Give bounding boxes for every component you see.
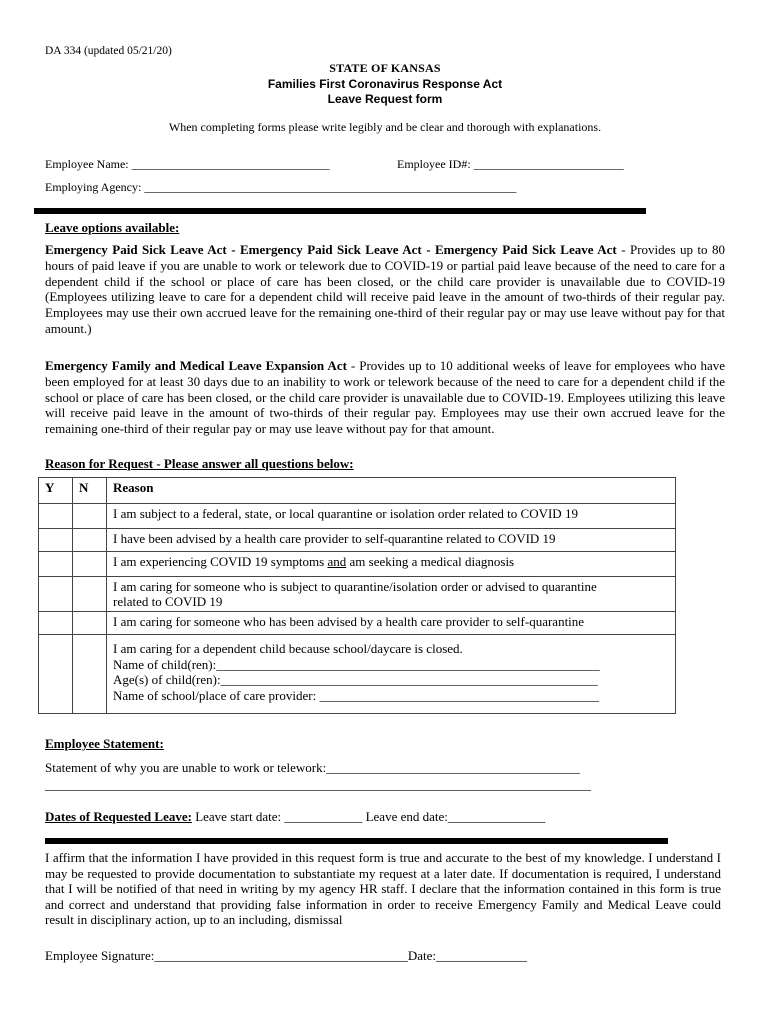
form-code: DA 334 (updated 05/21/20) xyxy=(45,45,172,57)
table-row xyxy=(39,504,676,529)
yes-cell[interactable] xyxy=(39,552,73,577)
leave-dates-field[interactable]: Leave start date: ____________ Leave end date:_______________ xyxy=(191,809,546,824)
yes-cell[interactable] xyxy=(39,635,73,714)
table-row xyxy=(39,552,676,577)
reason-text: I have been advised by a health care provider to self-quarantine related to COVID 19 xyxy=(107,529,676,552)
no-cell[interactable] xyxy=(73,529,107,552)
no-cell[interactable] xyxy=(73,635,107,714)
reason-text-part: am seeking a medical diagnosis xyxy=(346,554,515,569)
employee-statement-heading: Employee Statement: xyxy=(45,736,164,751)
reason-table xyxy=(38,477,676,714)
no-cell[interactable] xyxy=(73,577,107,612)
header-form-title: Leave Request form xyxy=(327,92,443,106)
yes-cell[interactable] xyxy=(39,529,73,552)
epsla-text: - Provides up to 80 hours of paid leave if you are unable to work or telework due to COVID-19 or partial paid leave because of the need to care for a dependent child if the school or place of care has been closed, or the child care provider is unavailable due to COVID-19 (Employees utilizing leave to care for a dependent child will receive paid leave in the amount of two-thirds of their regular pay. Employees may use their own accrued leave for the remaining one-third of their regular pay or may use leave without pay for that amount.) xyxy=(45,242,725,336)
col-header-reason: Reason xyxy=(107,478,676,504)
reason-line: I am caring for a dependent child because school/daycare is closed. xyxy=(113,641,463,656)
reason-text xyxy=(107,552,676,577)
child-age-field[interactable]: Age(s) of child(ren):__________________________________________________________ xyxy=(113,672,598,687)
section-divider-top xyxy=(34,208,646,214)
reason-text xyxy=(107,577,676,612)
col-header-y: Y xyxy=(39,478,73,504)
affirmation-text: I affirm that the information I have provided in this request form is true and accurate to the best of my knowledge. I understand I may be requested to provide documentation to substantiate my request at a later date. If documentation is required, I understand that I will be notified of that need in writing by my agency HR staff. I declare that the information contained in this form is true and correct and understand that providing false information in order to receive Emergency Family and Medical Leave could result in disciplinary action, up to an including, dismissal xyxy=(45,850,721,928)
reason-text-part: I am experiencing COVID 19 symptoms xyxy=(113,554,328,569)
leave-option-efmlea xyxy=(45,358,725,437)
employee-name-field[interactable]: Employee Name: _________________________________ xyxy=(45,157,330,171)
employee-id-field[interactable]: Employee ID#: _________________________ xyxy=(397,157,624,171)
requested-leave-dates xyxy=(45,809,545,825)
efmlea-title: Emergency Family and Medical Leave Expansion Act xyxy=(45,358,347,373)
leave-option-epsla xyxy=(45,242,725,337)
reason-heading: Reason for Request - Please answer all questions below: xyxy=(45,456,354,471)
child-name-field[interactable]: Name of child(ren):___________________________________________________________ xyxy=(113,656,600,672)
table-row xyxy=(39,635,676,714)
reason-line: related to COVID 19 xyxy=(113,594,223,609)
header-state: STATE OF KANSAS xyxy=(329,61,441,75)
reason-text xyxy=(107,635,676,714)
reason-text: I am subject to a federal, state, or local quarantine or isolation order related to COVID 19 xyxy=(107,504,676,529)
table-row xyxy=(39,612,676,635)
instructions: When completing forms please write legibly and be clear and thorough with explanations. xyxy=(168,120,602,134)
efmlea-text: - Provides up to 10 additional weeks of leave for employees who have been employed for at least 30 days due to an inability to work or telework because of the need to care for a dependent child if the school or place of care has been closed, or the child care provider is unavailable due to COVID-19. Employees utilizing this leave will receive paid leave in the amount of two-thirds of their regular pay. Employees may use their own accrued leave for the remaining one-third of their regular pay or may use leave without pay for that amount. xyxy=(45,358,725,437)
dates-heading: Dates of Requested Leave: xyxy=(45,809,192,824)
yes-cell[interactable] xyxy=(39,504,73,529)
statement-field-line2[interactable]: ____________________________________________________________________________________ xyxy=(45,777,591,792)
employing-agency-field[interactable]: Employing Agency: ______________________________________________________________ xyxy=(45,180,517,194)
signature-field[interactable]: Employee Signature:_______________________________________Date:______________ xyxy=(45,948,528,963)
col-header-n: N xyxy=(73,478,107,504)
table-row xyxy=(39,529,676,552)
statement-field[interactable]: Statement of why you are unable to work or telework:_______________________________________ xyxy=(45,760,580,775)
section-divider-bottom xyxy=(45,838,668,844)
table-header-row xyxy=(39,478,676,504)
no-cell[interactable] xyxy=(73,552,107,577)
epsla-title: Emergency Paid Sick Leave Act - Emergency Paid Sick Leave Act - Emergency Paid Sick Leave Act xyxy=(45,242,617,257)
leave-options-heading: Leave options available: xyxy=(45,220,180,235)
yes-cell[interactable] xyxy=(39,612,73,635)
table-row xyxy=(39,577,676,612)
reason-line: I am caring for someone who is subject to quarantine/isolation order or advised to quarantine xyxy=(113,579,597,594)
school-name-field[interactable]: Name of school/place of care provider: ___________________________________________ xyxy=(113,687,599,703)
reason-text: I am caring for someone who has been advised by a health care provider to self-quarantine xyxy=(107,612,676,635)
reason-text-underlined: and xyxy=(327,554,347,569)
header-act: Families First Coronavirus Response Act xyxy=(267,77,503,91)
no-cell[interactable] xyxy=(73,504,107,529)
no-cell[interactable] xyxy=(73,612,107,635)
yes-cell[interactable] xyxy=(39,577,73,612)
